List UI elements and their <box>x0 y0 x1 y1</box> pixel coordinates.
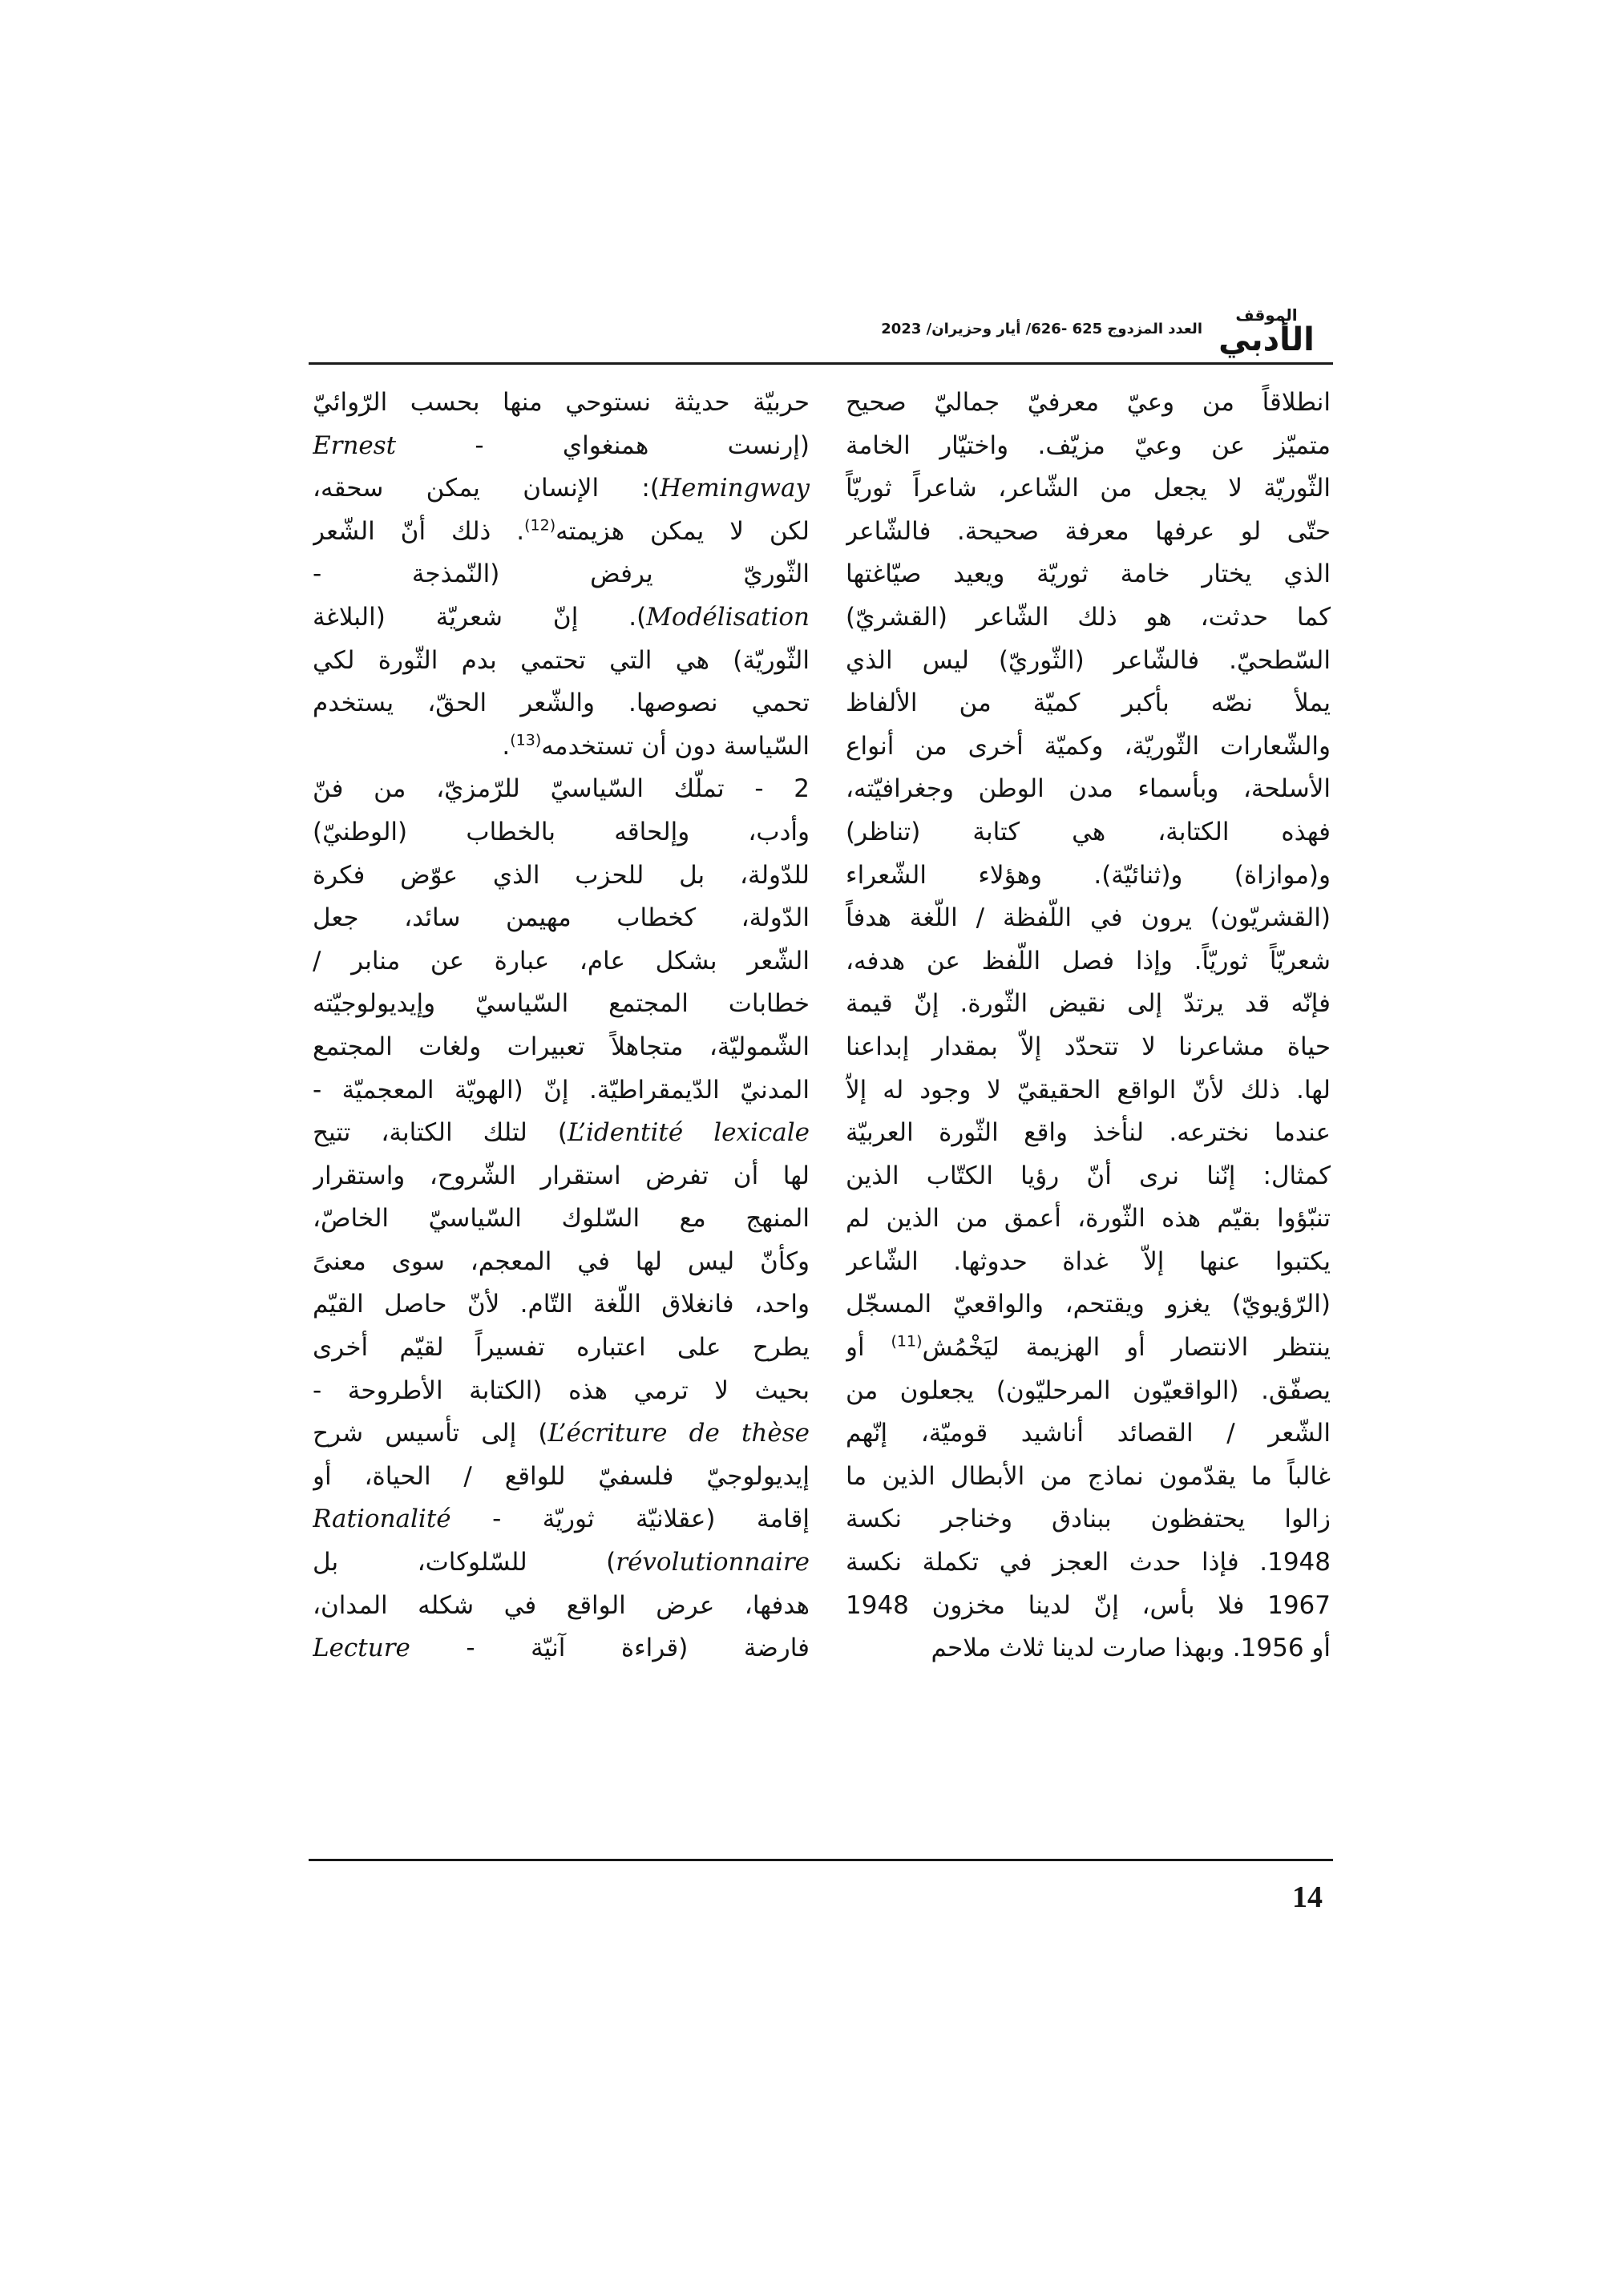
text-line: 1967 فلا بأس، إنّ لدينا مخزون 1948 <box>846 1590 1331 1620</box>
masthead-small-text: الموقف <box>1235 305 1298 325</box>
text-line: يصفّق. (الواقعيّون المرحليّون) يجعلون من <box>846 1375 1331 1405</box>
text-line: تنبّؤوا بقيّم هذه الثّورة، أعمق من الذين لم <box>846 1204 1331 1234</box>
latin-term: révolutionnaire <box>616 1548 810 1577</box>
text-fragment: فارضة (قراءة آنيّة - <box>466 1634 810 1663</box>
text-line: الأسلحة، وبأسماء مدن الوطن وجغرافيّته، <box>846 774 1331 804</box>
text-line: و(موازاة) و(ثنائيّة). وهؤلاء الشّعراء <box>846 860 1331 890</box>
text-line <box>313 1627 810 1670</box>
text-line: حتّى لو عرفها معرفة صحيحة. فالشّاعر <box>846 516 1331 546</box>
latin-term: L’écriture de thèse <box>547 1419 810 1448</box>
text-line <box>313 1541 810 1585</box>
text-line: يطرح على اعتباره تفسيراً لقيّم أخرى <box>313 1333 810 1363</box>
text-line: بحيث لا ترمي هذه (الكتابة الأطروحة - <box>313 1375 810 1405</box>
text-fragment: إقامة (عقلانيّة ثوريّة - <box>492 1505 810 1534</box>
text-column-left <box>313 382 810 1670</box>
text-line <box>313 1112 810 1155</box>
text-line: لها. ذلك لأنّ الواقع الحقيقيّ لا وجود له إلاّ <box>846 1075 1331 1105</box>
text-line: السّطحيّ. فالشّاعر (الثّوريّ) ليس الذي <box>846 645 1331 675</box>
text-line: (القشريّون) يرون في اللّفظة / اللّغة هدفاً <box>846 903 1331 933</box>
text-column-right <box>846 382 1331 1670</box>
latin-term: Ernest <box>313 430 397 460</box>
text-line: حياة مشاعرنا لا تتحدّد إلاّ بمقدار إبداعنا <box>846 1032 1331 1061</box>
latin-term: Modélisation <box>646 602 810 632</box>
text-line: والشّعارات الثّوريّة، وكميّة أخرى من أنواع <box>846 731 1331 761</box>
text-line: واحد، فانغلاق اللّغة التّام. لأنّ حاصل القيّم <box>313 1290 810 1319</box>
text-line: عندما نخترعه. لنأخذ واقع الثّورة العربيّة <box>846 1118 1331 1148</box>
page-number: 14 <box>1292 1880 1323 1914</box>
text-fragment: ينتظر الانتصار أو الهزيمة ليَخْمُش <box>922 1333 1331 1363</box>
text-line: يكتبوا عنها إلاّ غداة حدوثها. الشّاعر <box>846 1246 1331 1276</box>
text-fragment: لكن لا يمكن هزيمته <box>555 516 810 546</box>
text-fragment: ). إنّ شعريّة (البلاغة <box>313 602 647 632</box>
text-line: كمثال: إنّنا نرى أنّ رؤيا الكتّاب الذين <box>846 1161 1331 1190</box>
text-line: (الرّؤيويّ) يغزو ويقتحم، والواقعيّ المسجّل <box>846 1290 1331 1319</box>
text-line: 1948. فإذا حدث العجز في تكملة نكسة <box>846 1548 1331 1577</box>
text-line <box>313 425 810 468</box>
text-line: الثّوريّة) هي التي تحتمي بدم الثّورة لكي <box>313 645 810 675</box>
text-line <box>313 1498 810 1541</box>
text-fragment: أو <box>846 1333 891 1363</box>
masthead-logo <box>1210 306 1323 357</box>
footnote-ref: (12) <box>524 516 556 535</box>
footnote-ref: (13) <box>510 731 542 749</box>
text-line <box>313 511 810 554</box>
text-line <box>313 1412 810 1456</box>
text-line: انطلاقاً من وعيّ معرفيّ جماليّ صحيح <box>846 388 1331 417</box>
text-line: غالباً ما يقدّمون نماذج من الأبطال الذين ما <box>846 1461 1331 1491</box>
masthead-title: الأدبي <box>1218 321 1315 358</box>
text-line: الدّولة، كخطاب مهيمن سائد، جعل <box>313 903 810 933</box>
text-line: تحمي نصوصها. والشّعر الحقّ، يستخدم <box>313 689 810 718</box>
text-line: هدفها، عرض الواقع في شكله المدان، <box>313 1590 810 1620</box>
latin-term: Lecture <box>313 1634 410 1663</box>
latin-term: L’identité lexicale <box>567 1118 810 1148</box>
text-line: خطابات المجتمع السّياسيّ وإيديولوجيّته <box>313 989 810 1019</box>
text-fragment: ) إلى تأسيس شرح <box>313 1419 548 1448</box>
text-line: فإنّه قد يرتدّ إلى نقيض الثّورة. إنّ قيمة <box>846 989 1331 1019</box>
text-line: السّياسة دون أن تستخدمه$^{(13)}$. <box>502 731 810 761</box>
text-line: 2 - تملّك السّياسيّ للرّمزيّ، من فنّ <box>313 774 810 804</box>
header-divider <box>309 362 1333 365</box>
text-line: الشّعر بشكل عام، عبارة عن منابر / <box>313 946 810 975</box>
text-line: إيديولوجيّ فلسفيّ للواقع / الحياة، أو <box>313 1461 810 1491</box>
text-line: كما حدثت، هو ذلك الشّاعر (القشريّ) <box>846 602 1331 632</box>
text-line: وكأنّ ليس لها في المعجم، سوى معنىً <box>313 1246 810 1276</box>
text-line: للدّولة، بل للحزب الذي عوّض فكرة <box>313 860 810 890</box>
text-line: زالوا يحتفظون ببنادق وخناجر نكسة <box>846 1505 1331 1534</box>
text-fragment: ): الإنسان يمكن سحقه، <box>313 474 660 503</box>
text-line <box>846 1327 1331 1370</box>
text-line: الشّموليّة، متجاهلاً تعبيرات ولغات المجتمع <box>313 1032 810 1061</box>
text-line: الشّعر / القصائد أناشيد قوميّة، إنّهم <box>846 1419 1331 1448</box>
text-fragment: ) للسّلوكات، بل <box>313 1548 616 1577</box>
text-line: يملأ نصّه بأكبر كميّة من الألفاظ <box>846 689 1331 718</box>
text-line <box>313 467 810 511</box>
text-line: المنهج مع السّلوك السّياسيّ الخاصّ، <box>313 1204 810 1234</box>
text-line: لها أن تفرض استقرار الشّروح، واستقرار <box>313 1161 810 1190</box>
text-line: وأدب، وإلحاقه بالخطاب (الوطنيّ) <box>313 817 810 846</box>
text-fragment: . ذلك أنّ الشّعر <box>313 516 525 546</box>
latin-term: Hemingway <box>659 474 810 503</box>
text-fragment: (إرنست همنغواي - <box>475 430 810 460</box>
text-line: المدنيّ الدّيمقراطيّة. إنّ (الهويّة المعجميّة - <box>313 1075 810 1105</box>
text-line: شعريّاً ثوريّاً. وإذا فصل اللّفظ عن هدفه، <box>846 946 1331 975</box>
latin-term: Rationalité <box>313 1505 451 1534</box>
text-line: حربيّة حديثة نستوحي منها بحسب الرّوائيّ <box>313 388 810 417</box>
footer-divider <box>309 1859 1333 1861</box>
text-line: فهذه الكتابة، هي كتابة (تناظر) <box>846 817 1331 846</box>
issue-info: العدد المزدوج 625 -626/ أيار وحزيران/ 2023 <box>881 321 1202 337</box>
text-line: الذي يختار خامة ثوريّة ويعيد صيّاغتها <box>846 559 1331 589</box>
text-line: الثّوريّ يرفض (النّمذجة - <box>313 559 810 589</box>
footnote-ref: (11) <box>891 1332 923 1351</box>
text-fragment: ) لتلك الكتابة، تتيح <box>313 1118 568 1148</box>
text-line: الثّوريّة لا يجعل من الشّاعر، شاعراً ثوريّاً <box>846 474 1331 503</box>
text-line <box>313 596 810 640</box>
text-fragment: السّياسة دون أن تستخدمه <box>541 731 810 761</box>
text-line: أو 1956. وبهذا صارت لدينا ثلاث ملاحم <box>931 1634 1331 1663</box>
text-line: متميّز عن وعيّ مزيّف. واختيّار الخامة <box>846 430 1331 460</box>
